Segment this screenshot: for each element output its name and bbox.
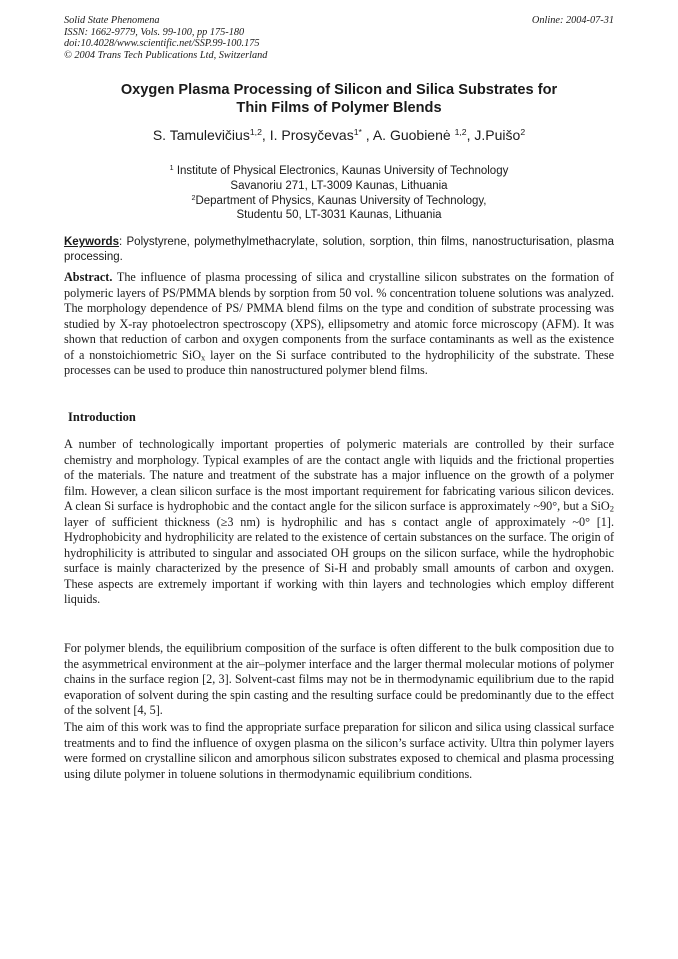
- journal-name: Solid State Phenomena: [64, 15, 160, 26]
- journal-header: [64, 15, 267, 61]
- affiliations: [64, 164, 614, 223]
- abstract-label: Abstract.: [64, 270, 113, 284]
- abstract-text-continued: layer on the Si surface contributed to the hydrophilicity of the substrate. These processes can be used to produce thin nanostructured polymer blend films.: [64, 347, 615, 377]
- affiliation-number: 1: [169, 164, 174, 173]
- paper-title: [64, 81, 614, 117]
- title-line-2: Thin Films of Polymer Blends: [236, 100, 442, 116]
- intro-paragraph-2: For polymer blends, the equilibrium composition of the surface is often different to the bulk composition due to the asymmetrical environment at the air–polymer interface and the larger thermal molecular motions of polymer chains in the surface region [2, 3]. Solvent-cast films may not be in thermodynamic equilibrium due to the rapid evaporation of solvent during the spin casting and the resulting surface could be predominantly due to the effect of the solvent [4, 5].: [64, 641, 614, 717]
- copyright-line: © 2004 Trans Tech Publications Ltd, Switzerland: [64, 49, 268, 61]
- author-affiliation-mark: 1,2: [249, 127, 262, 138]
- affiliation-text: Institute of Physical Electronics, Kaunas University of Technology: [176, 165, 509, 177]
- affiliation-1-line-1: [64, 164, 614, 179]
- author-name: J.Puišo: [474, 127, 521, 143]
- affiliation-2-line-1: [64, 194, 614, 209]
- author-affiliation-mark: 2: [520, 127, 526, 138]
- paragraph-text-continued: layer of sufficient thickness (≥3 nm) is hydrophilic and has s contact angle of approximately ~0° [1]. Hydrophobicity and hydrophilicity are related to the existence of certain substances on the surface. The origin of hydrophilicity is attributed to singular and associated OH groups on the silicon surface, while the hydrophobic surface is mainly characterized by the presence of Si-H and probably small amounts of carbon and oxygen. These aspects are extremely important if working with thin layers and technologies which employ different liquids.: [64, 514, 614, 606]
- abstract: [64, 270, 614, 379]
- keywords-block: [64, 235, 614, 265]
- online-date: Online: 2004-07-31: [531, 15, 614, 26]
- author-separator: ,: [361, 127, 373, 143]
- author-affiliation-mark: 1*: [353, 127, 362, 138]
- affiliation-1-line-2: Savanoriu 271, LT-3009 Kaunas, Lithuania: [230, 179, 448, 192]
- author-name: A. Guobienė: [372, 127, 455, 143]
- issn-line: ISSN: 1662-9779, Vols. 99-100, pp 175-180: [64, 26, 245, 38]
- intro-paragraph-3: The aim of this work was to find the appropriate surface preparation for silicon and silica using classical surface treatments and to find the influence of oxygen plasma on the silicon’s surface activity. Ultra thin polymer layers were formed on crystalline silicon and amorphous silicon substrates exposed to chemical and plasma processing using dilute polymer in toluene solutions in thermodynamic equilibrium conditions.: [64, 720, 614, 781]
- abstract-text: The influence of plasma processing of silica and crystalline silicon substrates on the formation of polymeric layers of PS/PMMA blends by sorption from 50 vol. % concentration toluene solutions was analyzed. The morphology dependence of PS/ PMMA blend films on the type and condition of substrate processing was studied by X-ray photoelectron spectroscopy (XPS), ellipsometry and atomic force microscopy (AFM). It was shown that reduction of carbon and oxygen components from the surface contaminants as well as the existence of a nonstoichiometric SiO: [64, 270, 614, 362]
- doi-line: doi:10.4028/www.scientific.net/SSP.99-100.175: [64, 38, 260, 50]
- author-name: I. Prosyčevas: [269, 127, 354, 143]
- author-list: [64, 126, 614, 144]
- online-date-header: [532, 15, 614, 27]
- keywords-text: : Polystyrene, polymethylmethacrylate, solution, sorption, thin films, nanostructurisation, plasma processing.: [64, 236, 614, 263]
- subscript: 2: [609, 503, 614, 514]
- affiliation-number: 2: [191, 193, 196, 202]
- author-name: S. Tamulevičius: [152, 127, 250, 143]
- title-line-1: Oxygen Plasma Processing of Silicon and Silica Substrates for: [120, 82, 558, 98]
- keywords-label: Keywords: [64, 236, 119, 248]
- subscript: x: [201, 352, 206, 363]
- paragraph-text: A number of technologically important properties of polymeric materials are controlled by their surface chemistry and morphology. Typical examples of are the contact angle with liquids and the frictional properties of the materials. The nature and treatment of the substrate has a major influence on the growth of a polymer film. However, a clean silicon surface is the most important requirement for fabricating various silicon devices. A clean Si surface is hydrophobic and the contact angle for the silicon surface is approximately ~90°, but a SiO: [64, 437, 614, 513]
- intro-paragraph-1: [64, 437, 614, 608]
- author-separator: ,: [261, 127, 270, 143]
- affiliation-2-line-2: Studentu 50, LT-3031 Kaunas, Lithuania: [236, 209, 442, 222]
- section-heading-introduction: Introduction: [68, 410, 136, 424]
- affiliation-text: Department of Physics, Kaunas University of Technology,: [195, 194, 487, 207]
- author-separator: ,: [466, 127, 475, 143]
- author-affiliation-mark: 1,2: [454, 127, 467, 138]
